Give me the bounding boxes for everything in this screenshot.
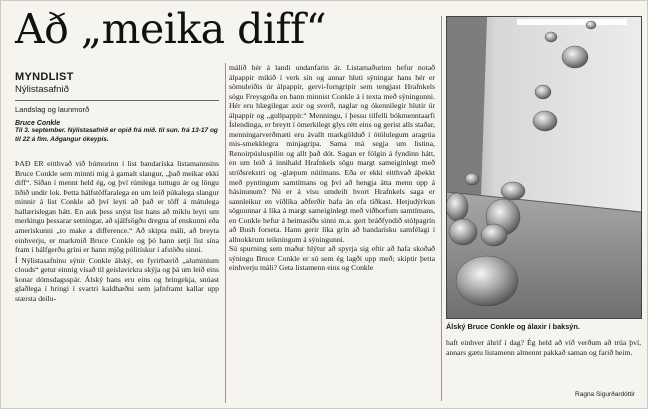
column-3 (446, 338, 641, 357)
section-label: MYNDLIST (15, 71, 74, 83)
article-paragraph: ÞAÐ ER eitthvað við húmorinn í list bandaríska listamannsins Bruce Conkle sem minnti mig á gamalt slangur, „það meikar ekki diff“. Síðan í mennt held ég, og því rúmlega tuttugu ár og löngu liðið undir lok. Þetta hálfstöffaralega en um leið púkalega slangur minnir á list Conkle að því leyti að það er töff á mátulega hallærislegan hátt. En auk þess snýst list hans að miklu leyti um merkingu þessarar setningar, að sjálfsögðu dregna af enskunni eða amerískunni „to make a difference.“ Að skipta máli, að breyta einhverju, er markmið Bruce Conkle og þó hann setji list sína fram í hálfgerðu gríni er hann mjög pólitískur í afstöðu sinni. (15, 159, 219, 255)
exhibition-photo (446, 16, 642, 319)
gallery-photo-illustration (447, 17, 641, 318)
venue: Nýlistasafnið (15, 84, 219, 101)
column-divider (225, 63, 226, 403)
artist-name: Bruce Conkle (15, 120, 61, 127)
author-name: Ragna Sigurðardóttir (575, 391, 635, 398)
article-paragraph: haft einhver áhrif í dag? Ég held að við verðum að trúa því, annars gætu listamenn almennt pakkað saman og farið heim. (446, 338, 641, 357)
article-paragraph: Í Nýlistasafninu sýnir Conkle álský, en fyrirbærið „aluminium clouds“ getur einnig vísað til geislavirkra skýja og þá um leið eins konar dómsdagsspár. Álský hans eru eins og hringekja, snúast glaðlega í hringi í svartri kaldhæðni sem jafnframt kallar upp stærsta deilu- (15, 255, 219, 303)
subtitle: Landslag og launmorð (15, 105, 90, 114)
article-paragraph: Sú spurning sem maður hlýtur að spyrja sig eftir að hafa skoðað sýningu Bruce Conkle er sú sem ég lagði upp með; skiptir þetta einhverju máli? Geta listamenn eins og Conkle (229, 244, 435, 273)
column-1 (15, 71, 219, 303)
column-2 (229, 63, 435, 273)
article-paragraph: málið hér á landi undanfarin ár. Listamaðurinn hefur notað álpappír mikið í verk sín og annar hluti sýningar hans hér er sömuleiðis úr álpappír, gervi-forngripir sem tengjast Hrafnkels sögu Freysgoða en hann minnist Conkle á í texta með sýningunni. Hér eru hlægilegar axir og sverð, naglar og ókennilegir hlutir úr álpappír og „gullpappír.“ Menningu, í þessu tilfelli bókmenntaarfi Íslendinga, er breytt í ómerkilegt glys rétt eins og gerist alls staðar, menningarverðmæti eru ávallt markgölduð í ótölulegum aragrúa mis-smekklegra minjagripa. Sama má segja um listina, Renoirpúsluspilin og allt það dót. Sagan er fólgin á fyndinn hátt, en um leið á innihald Hrafnkels sögu margt sameiginlegt með stríðsrekstri og -glæpum nútímans. Eða er ekki eitthvað áþekkt með pyntingum samtímans og því að hengja átta menn upp á hásinunum? Nú er á vísu umdeilt hvort Hrafnkels saga er sannleikur en víðlíka aðferðir hafa án efa tíðkast. Hetjudýrkun söguunnar á líka á margt sameiginlegt með viðhorfum samtímans, en Conkle hefur á heimasíðu sinni m.a. gert bráðfyndið stólpagrín að Bush forseta. Hann gerir líka grín að bandarísku samfélagi í allnokkrum teikningum á sýningunni. (229, 63, 435, 244)
exhibition-info: Til 3. september. Nýlistasafnið er opið frá mið. til sun. frá 13-17 og til 22 á fim. Aðgangur ókeypis. (15, 127, 218, 143)
headline: Að „meika diff“ (15, 5, 327, 53)
column-divider (441, 16, 442, 401)
photo-caption: Álský Bruce Conkle og álaxir í baksýn. (446, 322, 580, 331)
